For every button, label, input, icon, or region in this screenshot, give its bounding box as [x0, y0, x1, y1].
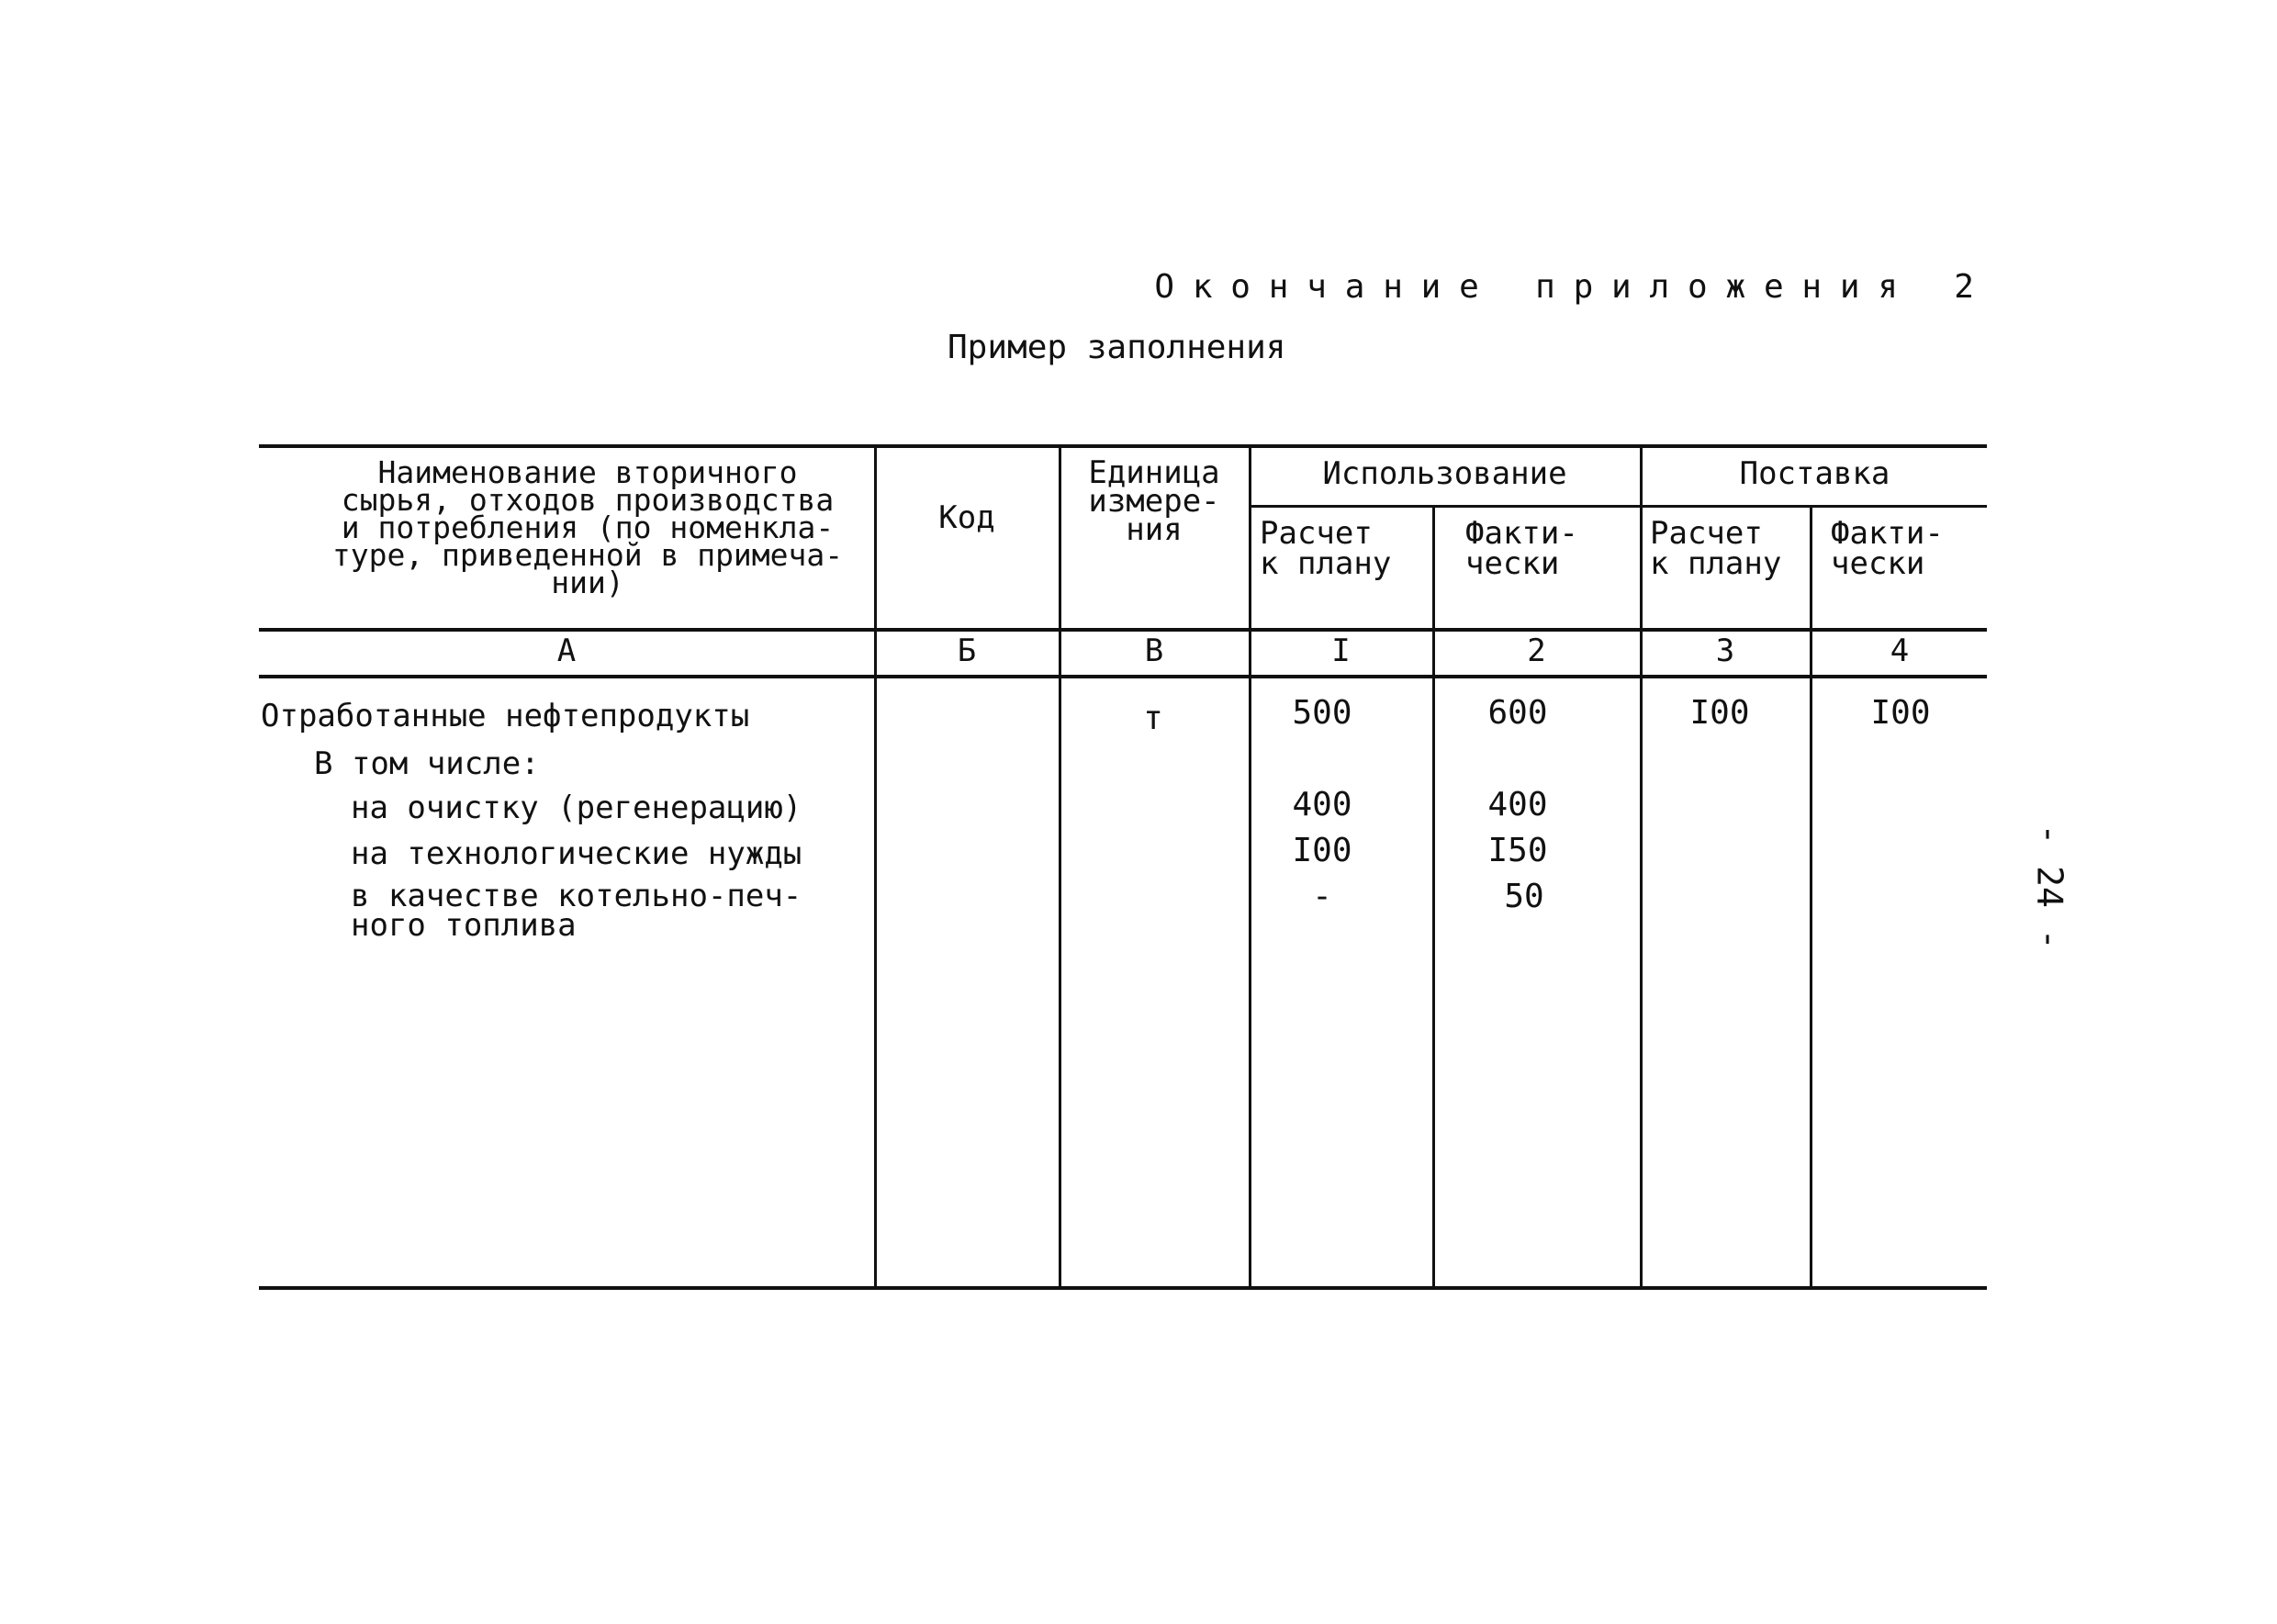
- header-usage: Использование: [1322, 455, 1567, 492]
- col-divider-5: [1640, 444, 1643, 1289]
- col-divider-4: [1432, 505, 1435, 1289]
- page-number: - 24 -: [2029, 823, 2070, 950]
- header-usage-fact: Факти- чески: [1465, 515, 1578, 582]
- header-bottom-rule: [259, 628, 1987, 632]
- row-usage-plan: 500: [1292, 694, 1352, 732]
- row-supply-plan: I00: [1689, 694, 1750, 732]
- subheader-rule: [1249, 505, 1987, 508]
- col-divider-1: [874, 444, 877, 1289]
- row-name: Отработанные нефтепродукты: [261, 698, 750, 734]
- header-usage-plan: Расчет к плану: [1260, 515, 1392, 582]
- row-name: В том числе:: [314, 745, 540, 782]
- row-usage-fact: I50: [1487, 832, 1548, 869]
- col-index-1: I: [1331, 633, 1351, 669]
- index-row-rule: [259, 675, 1987, 678]
- header-supply-plan: Расчет к плану: [1650, 515, 1782, 582]
- col-divider-6: [1810, 505, 1812, 1289]
- table-bottom-rule: [259, 1286, 1987, 1290]
- col-divider-2: [1059, 444, 1061, 1289]
- example-subheading: Пример заполнения: [948, 329, 1286, 366]
- row-usage-fact: 50: [1504, 878, 1544, 915]
- header-unit: Единица измере- ния: [1088, 454, 1220, 548]
- col-index-2: 2: [1527, 633, 1546, 669]
- row-supply-fact: I00: [1870, 694, 1931, 732]
- row-usage-fact: 600: [1487, 694, 1548, 732]
- col-index-v: В: [1144, 633, 1164, 669]
- row-unit: т: [1143, 700, 1163, 737]
- row-name: в качестве котельно-печ- ного топлива: [351, 878, 802, 944]
- appendix-heading: Окончание приложения 2: [1154, 268, 1992, 306]
- col-index-3: 3: [1715, 633, 1735, 669]
- header-name: Наименование вторичного сырья, отходов производства и потребления (по номенкла- туре, приведенной в примеча- нии): [331, 454, 844, 600]
- row-usage-plan: -: [1312, 878, 1332, 915]
- row-usage-fact: 400: [1487, 786, 1548, 823]
- col-index-4: 4: [1890, 633, 1910, 669]
- header-supply-fact: Факти- чески: [1831, 515, 1944, 582]
- row-name: на технологические нужды: [351, 835, 802, 872]
- row-usage-plan: I00: [1292, 832, 1352, 869]
- row-usage-plan: 400: [1292, 786, 1352, 823]
- header-supply: Поставка: [1739, 455, 1890, 492]
- col-index-a: А: [556, 633, 577, 669]
- row-name: на очистку (регенерацию): [351, 790, 802, 826]
- header-code: Код: [938, 499, 995, 536]
- table-top-rule: [259, 444, 1987, 448]
- col-index-b: Б: [957, 633, 977, 669]
